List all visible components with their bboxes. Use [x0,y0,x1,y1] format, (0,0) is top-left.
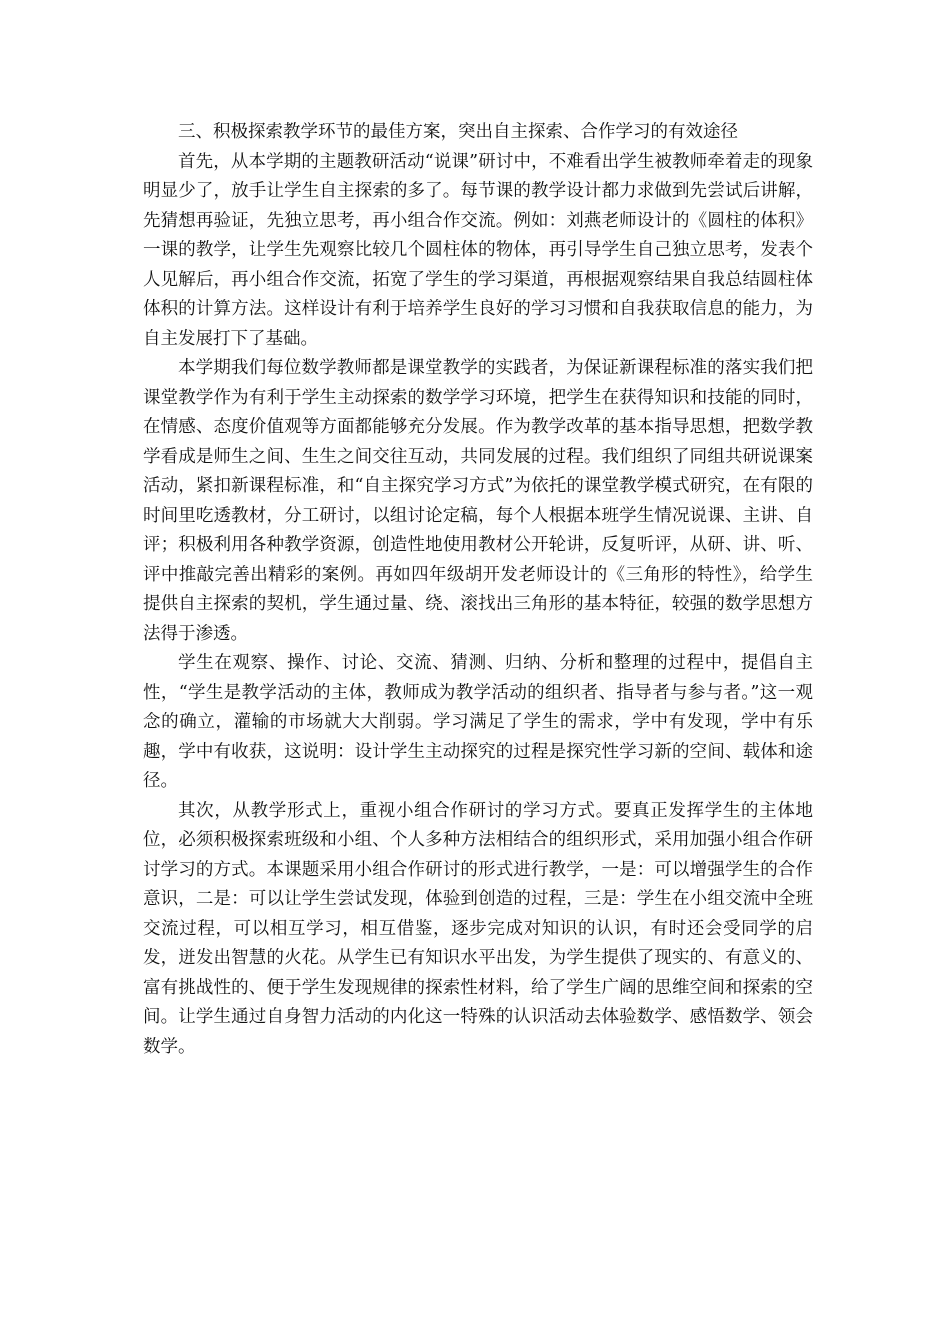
section-heading: 三、积极探索教学环节的最佳方案，突出自主探索、合作学习的有效途径 [178,122,738,142]
paragraph-2: 本学期我们每位数学教师都是课堂教学的实践者，为保证新课程标准的落实我们把课堂教学作为有利于学生主动探索的数学学习环境，把学生在获得知识和技能的同时，在情感、态度价值观等方面都能够充分发展。作为教学改革的基本指导思想，把数学教学看成是师生之间、生生之间交往互动，共同发展的过程。我们组织了同组共研说课案活动，紧扣新课程标准，和“自主探究学习方式”为依托的课堂教学模式研究，在有限的时间里吃透教材，分工研讨，以组讨论定稿，每个人根据本班学生情况说课、主讲、自评；积极利用各种教学资源，创造性地使用教材公开轮讲，反复听评，从研、讲、听、评中推敲完善出精彩的案例。再如四年级胡开发老师设计的《三角形的特性》，给学生提供自主探索的契机，学生通过量、绕、滚找出三角形的基本特征，较强的数学思想方法得于渗透。 [143,358,813,644]
paragraph-4: 其次，从教学形式上，重视小组合作研讨的学习方式。要真正发挥学生的主体地位，必须积极探索班级和小组、个人多种方法相结合的组织形式，采用加强小组合作研讨学习的方式。本课题采用小组合作研讨的形式进行教学，一是：可以增强学生的合作意识，二是：可以让学生尝试发现，体验到创造的过程，三是：学生在小组交流中全班交流过程，可以相互学习，相互借鉴，逐步完成对知识的认识，有时还会受同学的启发，迸发出智慧的火花。从学生已有知识水平出发，为学生提供了现实的、有意义的、富有挑战性的、便于学生发现规律的探索性材料，给了学生广阔的思维空间和探索的空间。让学生通过自身智力活动的内化这一特殊的认识活动去体验数学、感悟数学、领会数学。 [143,800,813,1057]
paragraph-1: 首先，从本学期的主题教研活动“说课”研讨中，不难看出学生被教师牵着走的现象明显少了，放手让学生自主探索的多了。每节课的教学设计都力求做到先尝试后讲解，先猜想再验证，先独立思考，再小组合作交流。例如：刘燕老师设计的《圆柱的体积》一课的教学，让学生先观察比较几个圆柱体的物体，再引导学生自己独立思考，发表个人见解后，再小组合作交流，拓宽了学生的学习渠道，再根据观察结果自我总结圆柱体体积的计算方法。这样设计有利于培养学生良好的学习习惯和自我获取信息的能力，为自主发展打下了基础。 [143,151,813,349]
paragraph-3: 学生在观察、操作、讨论、交流、猜测、归纳、分析和整理的过程中，提倡自主性，“学生是教学活动的主体，教师成为教学活动的组织者、指导者与参与者。”这一观念的确立，灌输的市场就大大削弱。学习满足了学生的需求，学中有发现，学中有乐趣，学中有收获，这说明：设计学生主动探究的过程是探究性学习新的空间、载体和途径。 [143,653,813,791]
document-body [143,118,813,1062]
